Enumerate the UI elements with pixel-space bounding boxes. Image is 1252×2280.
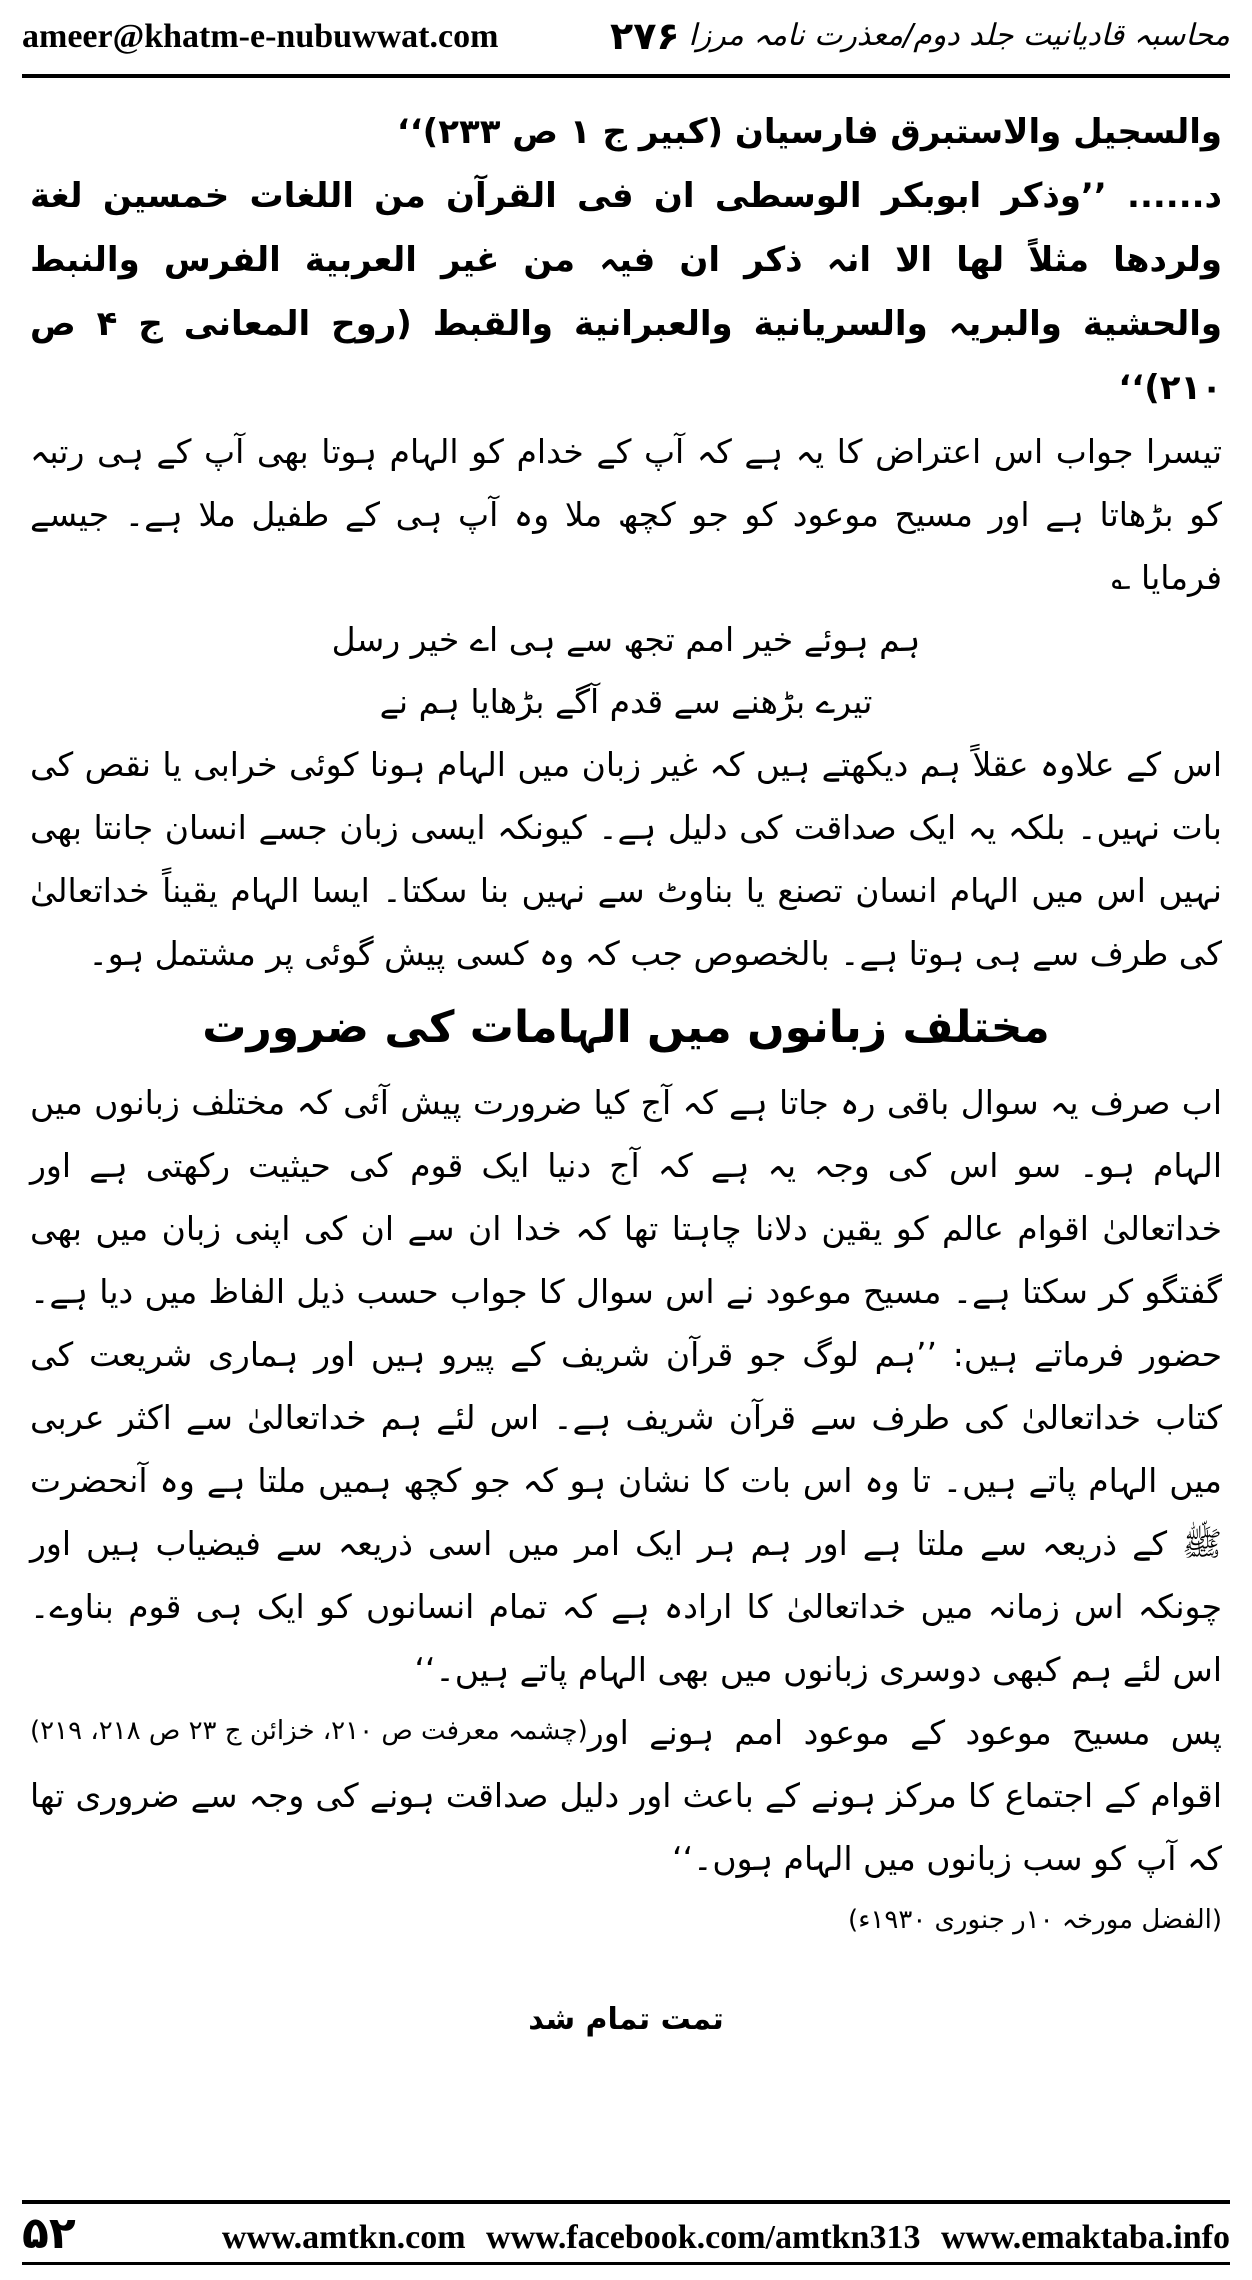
end-note: تمت تمام شد: [528, 2002, 724, 2037]
footer-bottom-rule: [22, 2262, 1230, 2265]
arabic-quote-block: د...... ’’وذکر ابوبکر الوسطی ان فی القرآن من اللغات خمسین لغة ولردھا مثلاً لھا الا انہ ذکر ان فیہ من غیر العربیة الفرس والنبط والحشیة والبریہ والسریانیة والعبرانیة والقبط (روح المعانی ج ۴ ص ۲۱۰)‘‘: [30, 176, 1222, 408]
header-book-title: محاسبہ قادیانیت جلد دوم/معذرت نامہ مرزا: [688, 18, 1230, 53]
section-heading: مختلف زبانوں میں الہامات کی ضرورت: [202, 1002, 1050, 1053]
verse-line-1: ہم ہوئے خیر امم تجھ سے ہی اے خیر رسل: [331, 620, 921, 659]
arabic-quote-tail: والسجیل والاستبرق فارسیان (کبیر ج ۱ ص ۲۳۳)‘‘: [396, 112, 1222, 152]
footer-urls: [118, 2216, 1230, 2260]
header-rule: [22, 74, 1230, 78]
paragraph-conclusion: پس مسیح موعود کے موعود امم ہونے اور اقوام کے اجتماع کا مرکز ہونے کے باعث اور دلیل صداقت ہونے کی وجہ سے ضروری تھا کہ آپ کو سب زبانوں میں الہام ہوں۔‘‘: [30, 1713, 1222, 1878]
main-text: [30, 100, 1222, 2050]
header-email: ameer@khatm-e-nubuwwat.com: [22, 18, 499, 55]
footer-page-number: ۵۲: [22, 2208, 76, 2259]
verse-line-2: تیرے بڑھنے سے قدم آگے بڑھایا ہم نے: [379, 682, 873, 721]
header-page-number: ۲۷۶: [610, 14, 680, 58]
page-footer: [22, 2208, 1230, 2260]
footer-url-emaktaba[interactable]: www.emaktaba.info: [940, 2219, 1230, 2256]
source-citation: (الفضل مورخہ ۱۰ر جنوری ۱۹۳۰ء): [848, 1905, 1222, 1935]
paragraph-languages-text: اب صرف یہ سوال باقی رہ جاتا ہے کہ آج کیا ضرورت پیش آئی کہ مختلف زبانوں میں الہام ہو۔ سو اس کی وجہ یہ ہے کہ آج دنیا ایک قوم کی حیثیت رکھتی ہے اور خداتعالیٰ اقوام عالم کو یقین دلانا چاہتا تھا کہ خدا ان سے ان کی اپنی زبان میں بھی گفتگو کر سکتا ہے۔ مسیح موعود نے اس سوال کا جواب حسب ذیل الفاظ میں دیا ہے۔ حضور فرماتے ہیں: ’’ہم لوگ جو قرآن شریف کے پیرو ہیں اور ہماری شریعت کی کتاب خداتعالیٰ کی طرف سے قرآن شریف ہے۔ اس لئے ہم خداتعالیٰ سے اکثر عربی میں الہام پاتے ہیں۔ تا وہ اس بات کا نشان ہو کہ جو کچھ ہمیں ملتا ہے وہ آنحضرت ﷺ کے ذریعہ سے ملتا ہے اور ہم ہر ایک امر میں اسی ذریعہ سے فیضیاب ہیں اور چونکہ اس زمانہ میں خداتعالیٰ کا ارادہ ہے کہ تمام انسانوں کو ایک ہی قوم بناوے۔ اس لئے ہم کبھی دوسری زبانوں میں بھی الہام پاتے ہیں۔‘‘: [30, 1083, 1222, 1689]
footer-url-facebook[interactable]: www.facebook.com/amtkn313: [486, 2219, 921, 2256]
paragraph-third-answer: تیسرا جواب اس اعتراض کا یہ ہے کہ آپ کے خدام کو الہام ہوتا بھی آپ کے ہی رتبہ کو بڑھاتا ہے اور مسیح موعود کو جو کچھ ملا وہ آپ ہی کے طفیل ملا ہے۔ جیسے فرمایا ؎: [30, 432, 1222, 597]
footer-rule: [22, 2200, 1230, 2204]
paragraph-reasoning: اس کے علاوہ عقلاً ہم دیکھتے ہیں کہ غیر زبان میں الہام ہونا کوئی خرابی یا نقص کی بات نہیں۔ بلکہ یہ ایک صداقت کی دلیل ہے۔ کیونکہ ایسی زبان جسے انسان جانتا بھی نہیں اس میں الہام انسان تصنع یا بناوٹ سے نہیں بنا سکتا۔ ایسا الہام یقیناً خداتعالیٰ کی طرف سے ہی ہوتا ہے۔ بالخصوص جب کہ وہ کسی پیش گوئی پر مشتمل ہو۔: [30, 745, 1222, 973]
paragraph-languages: [30, 1071, 1222, 1746]
page-header: [22, 14, 1230, 70]
citation-chashma-marifat: (چشمہ معرفت ص ۲۱۰، خزائن ج ۲۳ ص ۲۱۸، ۲۱۹): [30, 1716, 588, 1746]
footer-url-amtkn[interactable]: www.amtkn.com: [221, 2219, 466, 2256]
